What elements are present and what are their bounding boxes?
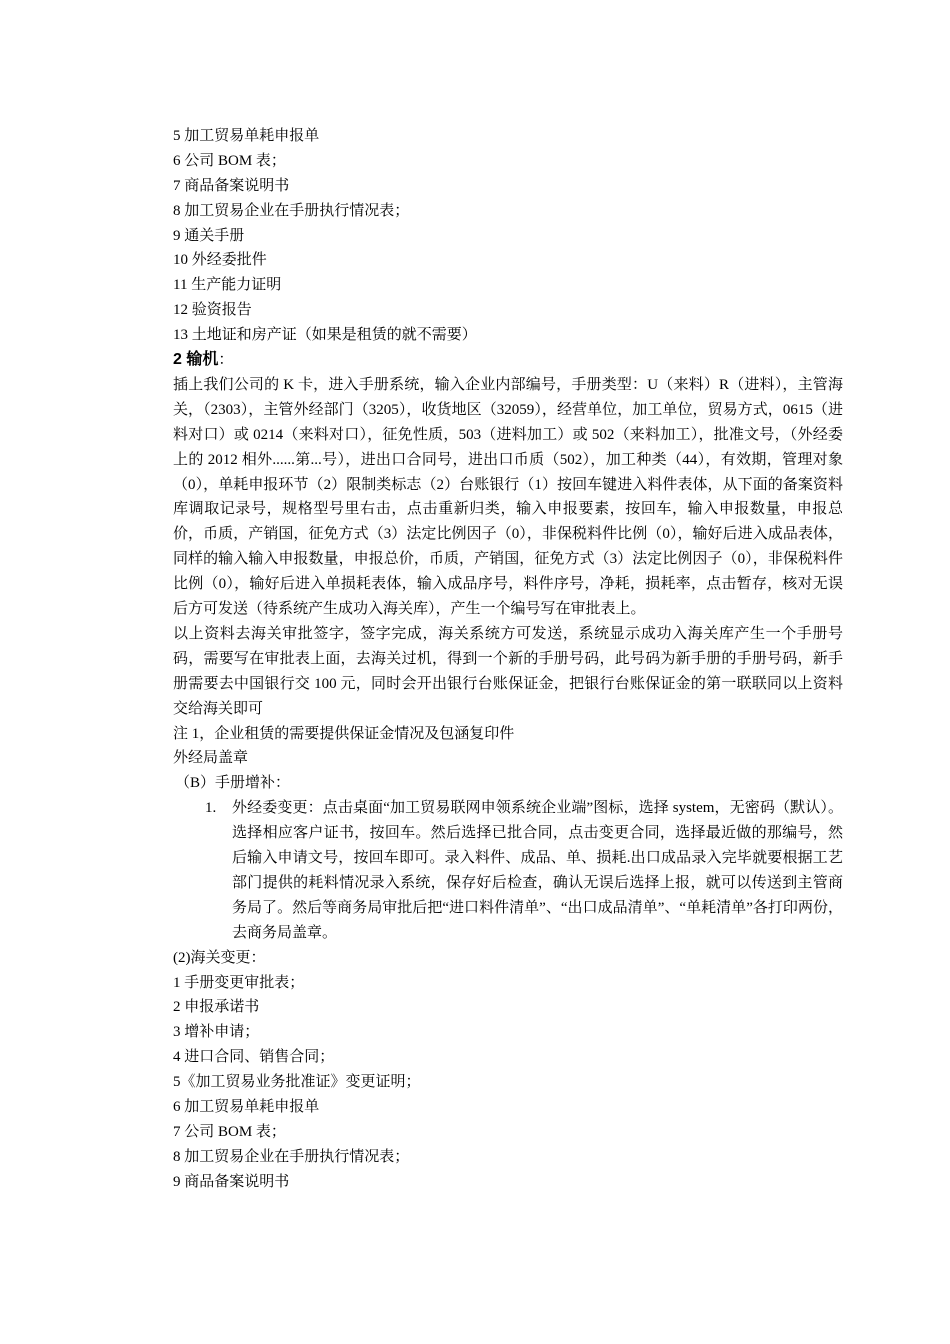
list-item: 12 验资报告 xyxy=(173,302,252,319)
list-item: 4 进口合同、销售合同； xyxy=(173,1049,335,1066)
materials-list-a xyxy=(173,124,843,348)
list-item: 5 加工贸易单耗申报单 xyxy=(173,128,320,144)
subsection-heading: （B）手册增补： xyxy=(175,775,291,792)
stamp-note-line: 外经局盖章 xyxy=(173,750,249,767)
list-item: 9 商品备案说明书 xyxy=(173,1173,290,1190)
numbered-item xyxy=(173,796,843,945)
list-item: 3 增补申请； xyxy=(173,1024,260,1041)
data-entry-paragraph: 插上我们公司的 K 卡，进入手册系统，输入企业内部编号，手册类型：U（来料）R（进料），主管海关，（2303），主管外经部门（3205），收货地区（32059），经营单位，加工单位，贸易方式，0615（进料对口）或 0214（来料对口），征免性质，503（进料加工）或 502（来料加工），批准文号，（外经委上的 2012 相外......第...号），进出口合同号，进出口币质（502），加工种类（44），有效期，管理对象（0），单耗申报环节（2）限制类标志（2）台账银行（1）按回车键进入料件表体，从下面的备案资料库调取记录号，规格型号里右击，点击重新归类，输入申报要素，按回车，输入申报数量，申报总价，币质，产销国，征免方式（3）法定比例因子（0），非保税料件比例（0），输好后进入成品表体，同样的输入输入申报数量，申报总价，币质，产销国，征免方式（3）法定比例因子（0），非保税料件比例（0），输好后进入单损耗表体，输入成品序号，料件序号，净耗，损耗率，点击暂存，核对无误后方可发送（待系统产生成功入海关库），产生一个编号写在审批表上。 xyxy=(173,376,843,618)
list-item: 7 商品备案说明书 xyxy=(173,177,290,194)
list-item: 10 外经委批件 xyxy=(173,252,267,269)
section-heading xyxy=(173,348,843,373)
list-item: 6 加工贸易单耗申报单 xyxy=(173,1099,320,1116)
section-heading-text: 2 输机 xyxy=(173,351,219,369)
subsection-heading: (2)海关变更： xyxy=(173,949,266,966)
customs-approval-paragraph: 以上资料去海关审批签字，签字完成，海关系统方可发送，系统显示成功入海关库产生一个手册号码，需要写在审批表上面，去海关过机，得到一个新的手册号码，此号码为新手册的手册号码，新手册需要去中国银行交 100 元，同时会开出银行台账保证金，把银行台账保证金的第一联联同以上资料交给海关即可 xyxy=(173,625,843,717)
list-item: 7 公司 BOM 表； xyxy=(173,1123,286,1140)
item-number: 1. xyxy=(205,800,217,817)
section-heading-colon: ： xyxy=(218,352,234,369)
list-item: 5《加工贸易业务批准证》变更证明； xyxy=(173,1074,421,1091)
list-item: 2 申报承诺书 xyxy=(173,999,260,1016)
list-item: 6 公司 BOM 表； xyxy=(173,152,286,169)
item-text: 外经委变更：点击桌面“加工贸易联网申领系统企业端”图标，选择 system，无密码（默认）。选择相应客户证书，按回车。然后选择已批合同，点击变更合同，选择最近做的那编号，然后输入申请文号，按回车即可。录入料件、成品、单、损耗.出口成品录入完毕就要根据工艺部门提供的耗料情况录入系统，保存好后检查，确认无误后选择上报，就可以传送到主管商务局了。然后等商务局审批后把“进口料件清单”、“出口成品清单”、“单耗清单”各打印两份，去商务局盖章。 xyxy=(232,800,843,941)
note-line: 注 1，企业租赁的需要提供保证金情况及包涵复印件 xyxy=(173,725,515,742)
document-body xyxy=(173,124,843,1195)
list-item: 8 加工贸易企业在手册执行情况表； xyxy=(173,202,410,219)
list-item: 1 手册变更审批表； xyxy=(173,974,305,991)
list-item: 8 加工贸易企业在手册执行情况表； xyxy=(173,1148,410,1165)
materials-list-b xyxy=(173,971,843,1195)
list-item: 11 生产能力证明 xyxy=(173,277,282,294)
list-item: 9 通关手册 xyxy=(173,227,245,244)
list-item: 13 土地证和房产证（如果是租赁的就不需要） xyxy=(173,327,477,344)
